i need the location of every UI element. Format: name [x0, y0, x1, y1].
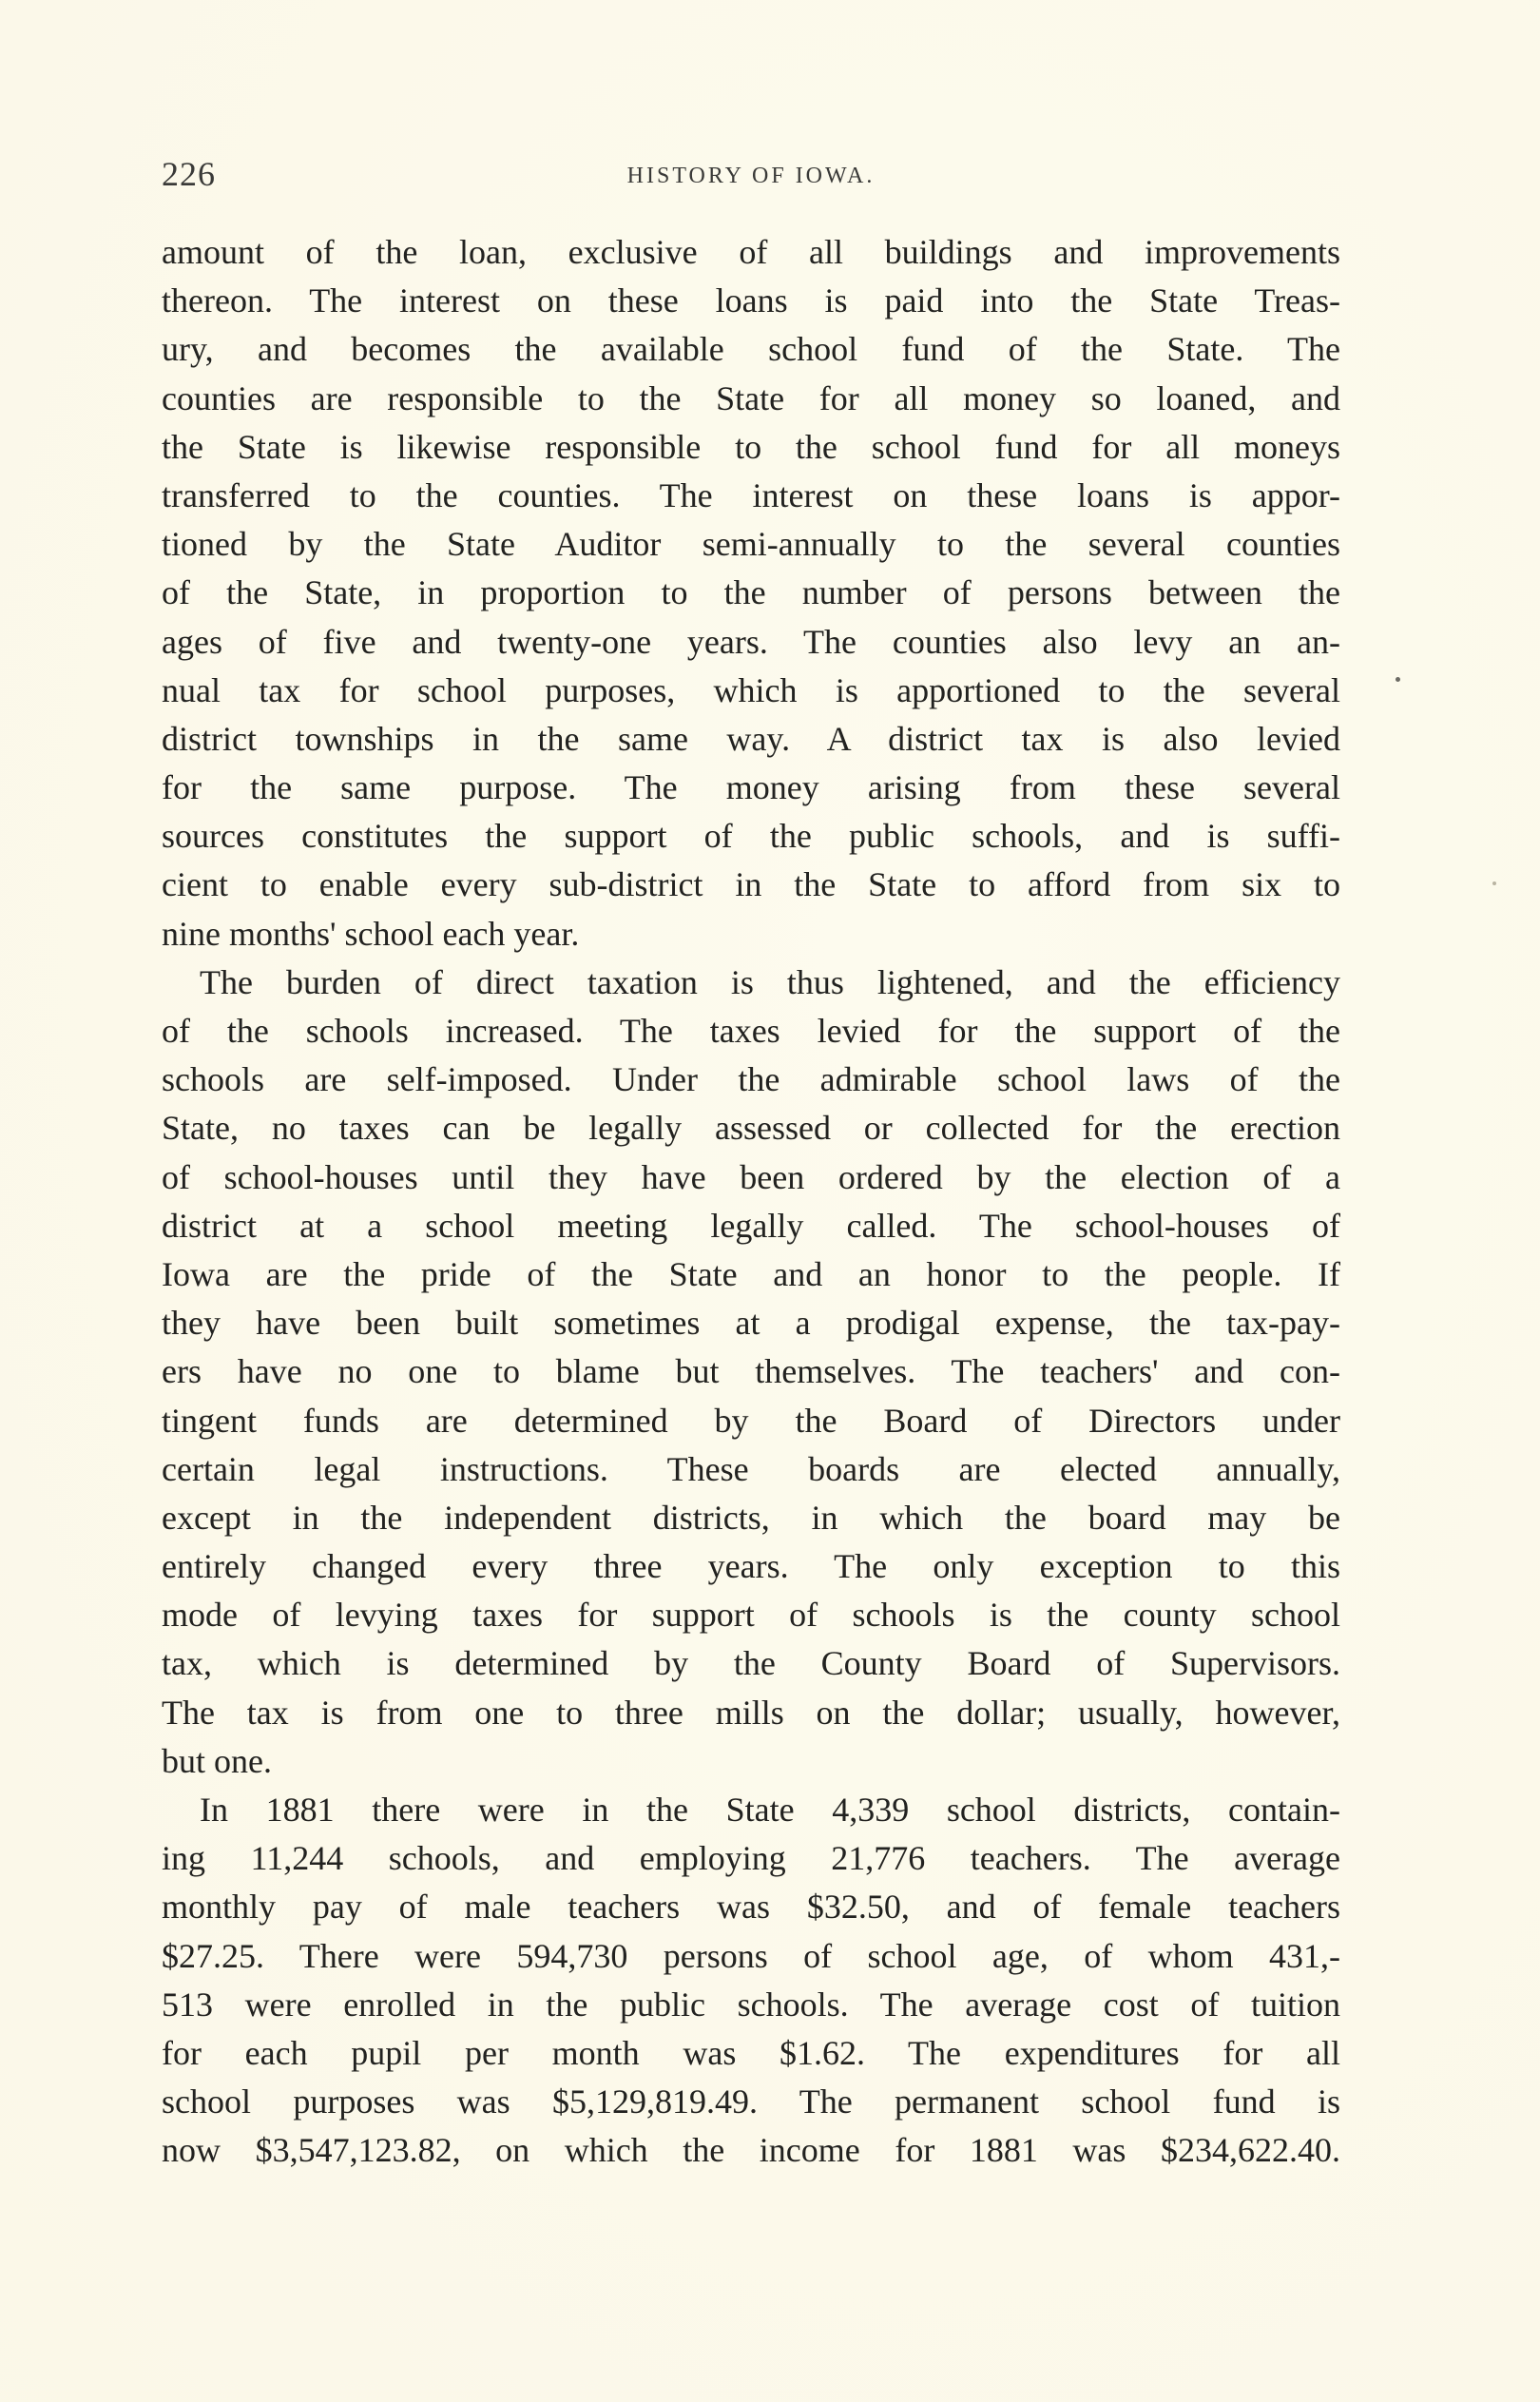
text-line: cient to enable every sub-district in the State to afford from six to — [162, 865, 1340, 904]
text-line: ury, and becomes the available school fund of the State. The — [162, 330, 1340, 369]
paper-speck — [1492, 881, 1496, 885]
text-line: entirely changed every three years. The only exception to this — [162, 1547, 1340, 1586]
text-line: of the schools increased. The taxes levied for the support of the — [162, 1012, 1340, 1050]
text-line: The tax is from one to three mills on the dollar; usually, however, — [162, 1693, 1340, 1732]
text-line: transferred to the counties. The interest on these loans is appor- — [162, 475, 1340, 514]
text-line: now $3,547,123.82, on which the income for 1881 was $234,622.40. — [162, 2131, 1340, 2170]
running-head — [162, 154, 1340, 192]
text-line: ages of five and twenty-one years. The counties also levy an an- — [162, 622, 1340, 661]
text-line: State, no taxes can be legally assessed or collected for the erection — [162, 1109, 1340, 1148]
text-line: ers have no one to blame but themselves. The teachers' and con- — [162, 1352, 1340, 1391]
text-line: they have been built sometimes at a prodigal expense, the tax-pay- — [162, 1304, 1340, 1343]
text-line: the State is likewise responsible to the school fund for all moneys — [162, 427, 1340, 466]
text-line: tingent funds are determined by the Board of Directors under — [162, 1401, 1340, 1440]
text-line: but one. — [162, 1741, 272, 1780]
text-line: of the State, in proportion to the number of persons between the — [162, 573, 1340, 612]
text-line: counties are responsible to the State for all money so loaned, and — [162, 378, 1340, 417]
text-line: mode of levying taxes for support of schools is the county school — [162, 1596, 1340, 1635]
page-number: 226 — [162, 155, 216, 193]
text-line: except in the independent districts, in which the board may be — [162, 1498, 1340, 1537]
paper-speck — [1396, 677, 1400, 682]
running-title: HISTORY OF IOWA. — [626, 164, 876, 188]
text-line: monthly pay of male teachers was $32.50, and of female teachers — [162, 1888, 1340, 1927]
text-line: tax, which is determined by the County Board of Supervisors. — [162, 1644, 1340, 1683]
text-line: Iowa are the pride of the State and an honor to the people. If — [162, 1254, 1340, 1293]
text-line: ing 11,244 schools, and employing 21,776 teachers. The average — [162, 1839, 1340, 1878]
text-line: district at a school meeting legally called. The school-houses of — [162, 1206, 1340, 1245]
text-line: schools are self-imposed. Under the admirable school laws of the — [162, 1060, 1340, 1099]
text-line: sources constitutes the support of the public schools, and is suffi- — [162, 817, 1340, 856]
text-line: The burden of direct taxation is thus lightened, and the efficiency — [200, 962, 1340, 1001]
text-line: 513 were enrolled in the public schools. The average cost of tuition — [162, 1985, 1340, 2024]
text-line: for the same purpose. The money arising from these several — [162, 768, 1340, 807]
text-line: nine months' school each year. — [162, 914, 580, 953]
text-line: amount of the loan, exclusive of all buildings and improvements — [162, 233, 1340, 271]
text-line: district townships in the same way. A district tax is also levied — [162, 719, 1340, 758]
text-line: of school-houses until they have been ordered by the election of a — [162, 1157, 1340, 1196]
text-line: thereon. The interest on these loans is paid into the State Treas- — [162, 281, 1340, 320]
text-line: $27.25. There were 594,730 persons of school age, of whom 431,- — [162, 1936, 1340, 1975]
text-line: for each pupil per month was $1.62. The expenditures for all — [162, 2033, 1340, 2072]
text-line: nual tax for school purposes, which is apportioned to the several — [162, 670, 1340, 709]
text-line: tioned by the State Auditor semi-annually to the several counties — [162, 525, 1340, 564]
body-text — [162, 228, 1340, 2176]
text-line: In 1881 there were in the State 4,339 school districts, contain- — [200, 1791, 1340, 1829]
text-line: certain legal instructions. These boards are elected annually, — [162, 1449, 1340, 1488]
text-line: school purposes was $5,129,819.49. The permanent school fund is — [162, 2082, 1340, 2121]
